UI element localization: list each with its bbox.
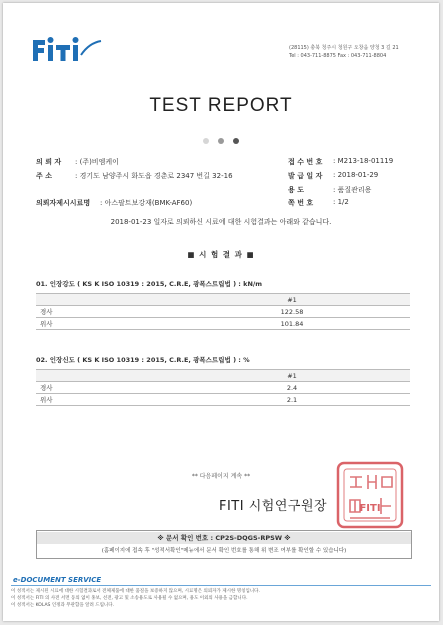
seal-text: FITI	[359, 503, 381, 514]
row-value: 101.84	[174, 318, 410, 330]
row-value: 2.4	[174, 382, 410, 394]
address-value: : 경기도 남양주시 화도읍 경춘로 2347 번길 32-16	[75, 172, 233, 180]
institute-name: FITI 시험연구원장	[219, 499, 328, 514]
company-address	[289, 44, 399, 60]
row-value: 2.1	[174, 394, 410, 406]
client-value: : (주)비엠케이	[75, 158, 119, 166]
table-header-row	[36, 294, 410, 306]
intro-text: 2018-01-23 일자로 의뢰하신 시료에 대한 시험결과는 아래와 같습니다.	[110, 218, 332, 226]
row-name: 위사	[36, 394, 174, 406]
row-name: 위사	[36, 318, 174, 330]
table-header-cell	[36, 294, 174, 306]
table-header-cell	[36, 370, 174, 382]
table-header-cell: #1	[174, 294, 410, 306]
row-name: 경사	[36, 306, 174, 318]
row-value: 122.58	[174, 306, 410, 318]
dot-icon	[233, 138, 239, 144]
footer-divider	[11, 585, 431, 586]
results-table	[36, 293, 410, 330]
sample-value: : 아스팔트보강재(BMK-AF60)	[100, 199, 193, 207]
results-table	[36, 369, 410, 406]
table-row	[36, 318, 410, 330]
table-row	[36, 382, 410, 394]
table-header-cell: #1	[174, 370, 410, 382]
client-label: 의 뢰 자	[36, 158, 62, 166]
sample-label: 의뢰자제시시료명	[36, 199, 91, 207]
table-row	[36, 394, 410, 406]
page-no-value: : 1/2	[333, 198, 349, 206]
test-heading: 02. 인장신도 ( KS K ISO 10319 : 2015, C.R.E, 광폭스트립법 ) : %	[36, 356, 250, 364]
results-section-title: ■ 시 험 결 과 ■	[187, 250, 255, 259]
address-label: 주 소	[36, 172, 52, 180]
title-dots	[3, 129, 439, 148]
report-page	[3, 3, 439, 621]
fiti-logo	[31, 33, 103, 63]
table-row	[36, 306, 410, 318]
footer-note: 이 성적서는 KOLAS 인정과 무관함을 알려 드립니다.	[11, 603, 115, 608]
edocument-service-label: e-DOCUMENT SERVICE	[13, 576, 105, 584]
dot-icon	[203, 138, 209, 144]
table-header-row	[36, 370, 410, 382]
official-seal-icon	[335, 460, 405, 530]
continued-note: ** 다음페이지 계속 **	[191, 473, 251, 480]
purpose-value: : 품질관리용	[333, 186, 372, 194]
address-line: (28115) 충북 청주시 청원구 오창읍 양청 3 길 21	[289, 45, 399, 51]
report-title: TEST REPORT	[149, 95, 293, 116]
issue-date-label: 발 급 일 자	[288, 172, 323, 180]
confirm-number: ※ 문서 확인 번호 : CP2S-DQGS-RPSW ※	[37, 532, 411, 544]
issue-date-value: : 2018-01-29	[333, 171, 379, 179]
footer-note: 이 성적서는 제시된 시료에 대한 시험결과로서 전체제품에 대한 품질을 보증하지 않으며, 시료명은 의뢰자가 제시한 명칭입니다.	[11, 589, 260, 594]
purpose-label: 용 도	[288, 186, 304, 194]
confirm-instructions: (홈페이지에 접속 후 "성적서확인"메뉴에서 문서 확인 번호를 통해 위 변조 여부를 확인할 수 있습니다)	[101, 548, 347, 554]
row-name: 경사	[36, 382, 174, 394]
receipt-no-label: 접 수 번 호	[288, 158, 323, 166]
receipt-no-value: : M213-18-01119	[333, 157, 394, 165]
dot-icon	[218, 138, 224, 144]
contact-line: Tel : 043-711-8875 Fax : 043-711-8804	[289, 53, 387, 59]
page-no-label: 쪽 번 호	[288, 199, 314, 207]
footer-note: 이 성적서는 FITI 의 사전 서면 동의 없이 홍보, 선전, 광고 및 소송용도로 사용될 수 없으며, 용도 이외의 사용을 금합니다.	[11, 596, 248, 601]
test-heading: 01. 인장강도 ( KS K ISO 10319 : 2015, C.R.E, 광폭스트립법 ) : kN/m	[36, 280, 263, 288]
confirm-box	[36, 530, 412, 559]
footer-notes	[11, 588, 260, 609]
